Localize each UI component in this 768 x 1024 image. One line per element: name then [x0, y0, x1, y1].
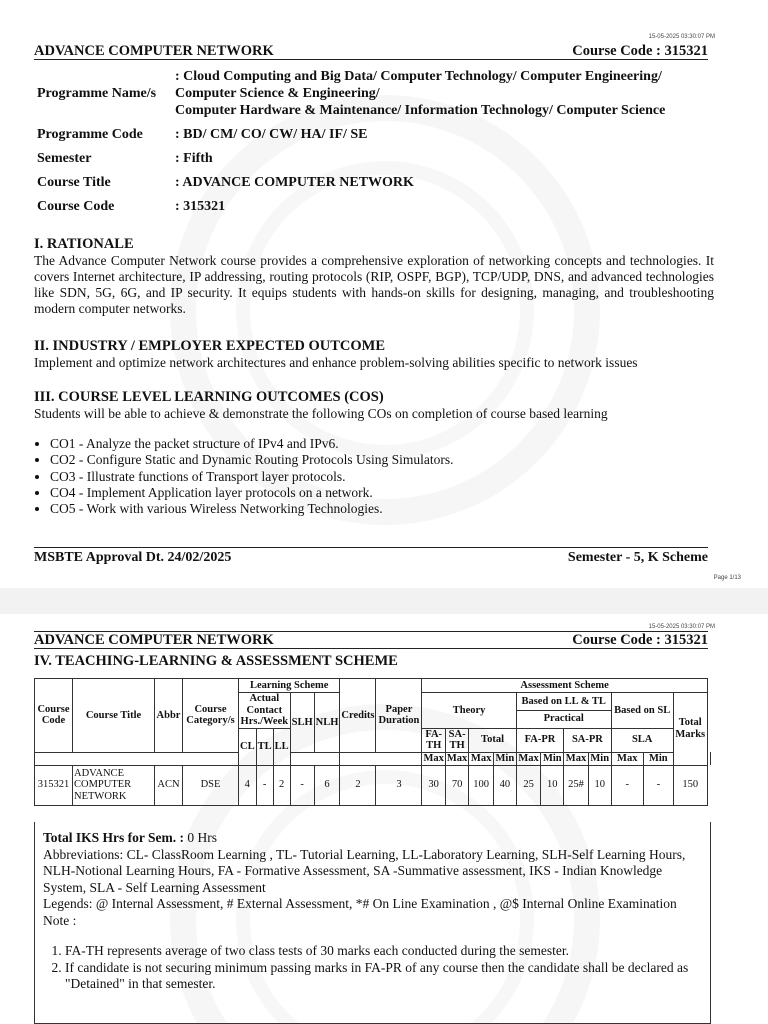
cell-title: ADVANCE COMPUTER NETWORK — [73, 765, 155, 805]
cos-list — [50, 436, 714, 517]
col-total-marks: Total Marks — [673, 693, 707, 766]
iks-value: 0 Hrs — [184, 830, 218, 845]
info-value: : 315321 — [175, 199, 226, 214]
col-learning-scheme: Learning Scheme — [239, 679, 340, 693]
course-code: Course Code : 315321 — [572, 43, 708, 59]
cell-credits: 2 — [340, 765, 376, 805]
info-key: Semester — [37, 151, 92, 166]
info-row-programme-code — [37, 126, 717, 143]
col-max: Max — [611, 752, 643, 765]
col-practical: Practical — [516, 710, 611, 728]
iks-label: Total IKS Hrs for Sem. : — [43, 830, 185, 845]
section-heading: IV. TEACHING-LEARNING & ASSESSMENT SCHEME — [34, 653, 398, 669]
cell-sa-pr-max: 25# — [564, 765, 589, 805]
col-fa-th: FA-TH — [422, 728, 445, 752]
col-max: Max — [564, 752, 589, 765]
cell-tl: - — [256, 765, 273, 805]
cell-total-max: 100 — [469, 765, 494, 805]
list-item: • CO1 - Analyze the packet structure of IPv4 and IPv6. — [50, 436, 714, 452]
rationale-text: The Advance Computer Network course provides a comprehensive exploration of networking concepts and technologies. It covers Internet architecture, IP addressing, routing protocols (RIP, OSPF, BGP), TCP/UDP, DNS, and advanced technologies like SDN, 5G, 6G, and IP security. It equips students with hands-on skills for designing, managing, and troubleshooting modern computer networks. — [34, 253, 714, 316]
info-row-programme — [37, 68, 717, 119]
col-sla: SLA — [611, 728, 673, 752]
col-based-ll-tl: Based on LL & TL — [516, 693, 611, 711]
cell-sla-min: - — [643, 765, 673, 805]
course-name: ADVANCE COMPUTER NETWORK — [34, 632, 274, 648]
section-heading: III. COURSE LEVEL LEARNING OUTCOMES (COS) — [34, 389, 384, 405]
section-teaching-scheme — [34, 653, 714, 670]
col-slh: SLH — [290, 693, 314, 753]
list-item: • CO2 - Configure Static and Dynamic Routing Protocols Using Simulators. — [50, 452, 714, 468]
semester-scheme: Semester - 5, K Scheme — [567, 550, 708, 565]
cell-total-marks: 150 — [673, 765, 707, 805]
info-key: Programme Name/s — [37, 86, 157, 101]
col-max: Max — [516, 752, 541, 765]
section-heading: I. RATIONALE — [34, 236, 134, 252]
page-number: Page 1/13 — [713, 575, 741, 581]
page-header — [34, 43, 708, 60]
course-code: Course Code : 315321 — [572, 632, 708, 648]
col-min: Min — [643, 752, 673, 765]
page-header — [34, 631, 708, 649]
cell-nlh: 6 — [314, 765, 340, 805]
col-ll: LL — [273, 728, 290, 765]
legends-text: Legends: @ Internal Assessment, # External Assessment, *# On Line Examination , @$ Internal Online Examination — [43, 896, 677, 911]
print-timestamp: 15-05-2025 03:30:07 PM — [648, 34, 715, 40]
cell-fa-pr-max: 25 — [516, 765, 541, 805]
info-key: Programme Code — [37, 127, 143, 142]
col-min: Min — [541, 752, 564, 765]
section-course-outcomes — [34, 389, 714, 517]
cell-sa-pr-min: 10 — [588, 765, 611, 805]
col-theory: Theory — [422, 693, 516, 729]
col-cl: CL — [239, 728, 257, 765]
cell-code: 315321 — [35, 765, 73, 805]
table-row — [35, 765, 711, 805]
info-row-course-title — [37, 174, 717, 191]
info-value: : ADVANCE COMPUTER NETWORK — [175, 175, 414, 190]
info-value: : Fifth — [175, 151, 213, 166]
col-max: Max — [423, 752, 444, 764]
iks-hours — [43, 830, 702, 847]
teaching-assessment-table — [34, 678, 711, 806]
section-industry-outcome — [34, 338, 714, 371]
note-label: Note : — [43, 912, 77, 928]
notes-block — [34, 822, 711, 1024]
list-item: • CO4 - Implement Application layer protocols on a network. — [50, 485, 714, 501]
col-min: Min — [493, 752, 516, 765]
col-tl: TL — [256, 728, 273, 765]
col-max: Max — [446, 752, 468, 764]
cell-sla-max: - — [611, 765, 643, 805]
list-item: • CO3 - Illustrate functions of Transport layer protocols. — [50, 469, 714, 485]
cell-abbr: ACN — [155, 765, 183, 805]
notes-list — [65, 943, 702, 993]
section-rationale — [34, 236, 714, 317]
list-item: 1. FA-TH represents average of two class tests of 30 marks each conducted during the semester. — [65, 943, 702, 960]
cell-slh: - — [290, 765, 314, 805]
col-course-title: Course Title — [73, 679, 155, 753]
page-footer — [34, 547, 708, 566]
cell-total-min: 40 — [493, 765, 516, 805]
print-timestamp: 15-05-2025 03:30:07 PM — [648, 624, 715, 630]
col-based-sl: Based on SL — [611, 693, 673, 729]
info-value: : BD/ CM/ CO/ CW/ HA/ IF/ SE — [175, 127, 368, 142]
col-sa-th: SA-TH — [445, 728, 468, 752]
col-min: Min — [588, 752, 611, 765]
col-course-code: Course Code — [35, 679, 73, 753]
list-item: 2. If candidate is not securing minimum passing marks in FA-PR of any course then the candidate shall be declared as "Detained" in that semester. — [65, 960, 702, 993]
info-value: : Cloud Computing and Big Data/ Computer Technology/ Computer Engineering/ Computer Science & Engineering/ Computer Hardware & Maintenance/ Information Technology/ Computer Science — [175, 69, 666, 118]
cell-sa-th-max: 70 — [445, 765, 468, 805]
cell-fa-th-max: 30 — [422, 765, 445, 805]
industry-outcome-text: Implement and optimize network architectures and enhance problem-solving abilities specific to network issues — [34, 355, 638, 370]
course-name: ADVANCE COMPUTER NETWORK — [34, 43, 274, 59]
col-total: Total — [469, 728, 516, 752]
col-category: Course Category/s — [183, 679, 239, 753]
cos-intro-text: Students will be able to achieve & demonstrate the following COs on completion of course based learning — [34, 406, 608, 421]
list-item: • CO5 - Work with various Wireless Networking Technologies. — [50, 501, 714, 517]
info-row-semester — [37, 150, 717, 167]
col-actual-contact: Actual Contact Hrs./Week — [239, 693, 291, 729]
col-sa-pr: SA-PR — [564, 728, 611, 752]
course-info-block — [37, 68, 717, 215]
info-key: Course Code — [37, 199, 115, 214]
cell-fa-pr-min: 10 — [541, 765, 564, 805]
cell-ll: 2 — [273, 765, 290, 805]
cell-category: DSE — [183, 765, 239, 805]
col-assessment-scheme: Assessment Scheme — [422, 679, 707, 693]
page-separator — [0, 588, 768, 614]
col-nlh: NLH — [314, 693, 340, 753]
col-credits: Credits — [340, 679, 376, 753]
info-key: Course Title — [37, 175, 111, 190]
abbreviations-text: Abbreviations: CL- ClassRoom Learning , TL- Tutorial Learning, LL-Laboratory Learning, SLH-Self Learning Hours, NLH-Notional Learning Hours, FA - Formative Assessment, SA -Summative assessment, IKS - Indian Knowledge System, SLA - Self Learning Assessment — [43, 846, 686, 895]
col-abbr: Abbr — [155, 679, 183, 753]
col-max: Max — [469, 752, 494, 765]
col-fa-pr: FA-PR — [516, 728, 563, 752]
cell-duration: 3 — [376, 765, 422, 805]
section-heading: II. INDUSTRY / EMPLOYER EXPECTED OUTCOME — [34, 338, 386, 354]
document-page-2 — [0, 614, 768, 1024]
approval-date: MSBTE Approval Dt. 24/02/2025 — [34, 550, 232, 565]
cell-cl: 4 — [239, 765, 257, 805]
col-paper-duration: Paper Duration — [376, 679, 422, 753]
info-row-course-code — [37, 198, 717, 215]
